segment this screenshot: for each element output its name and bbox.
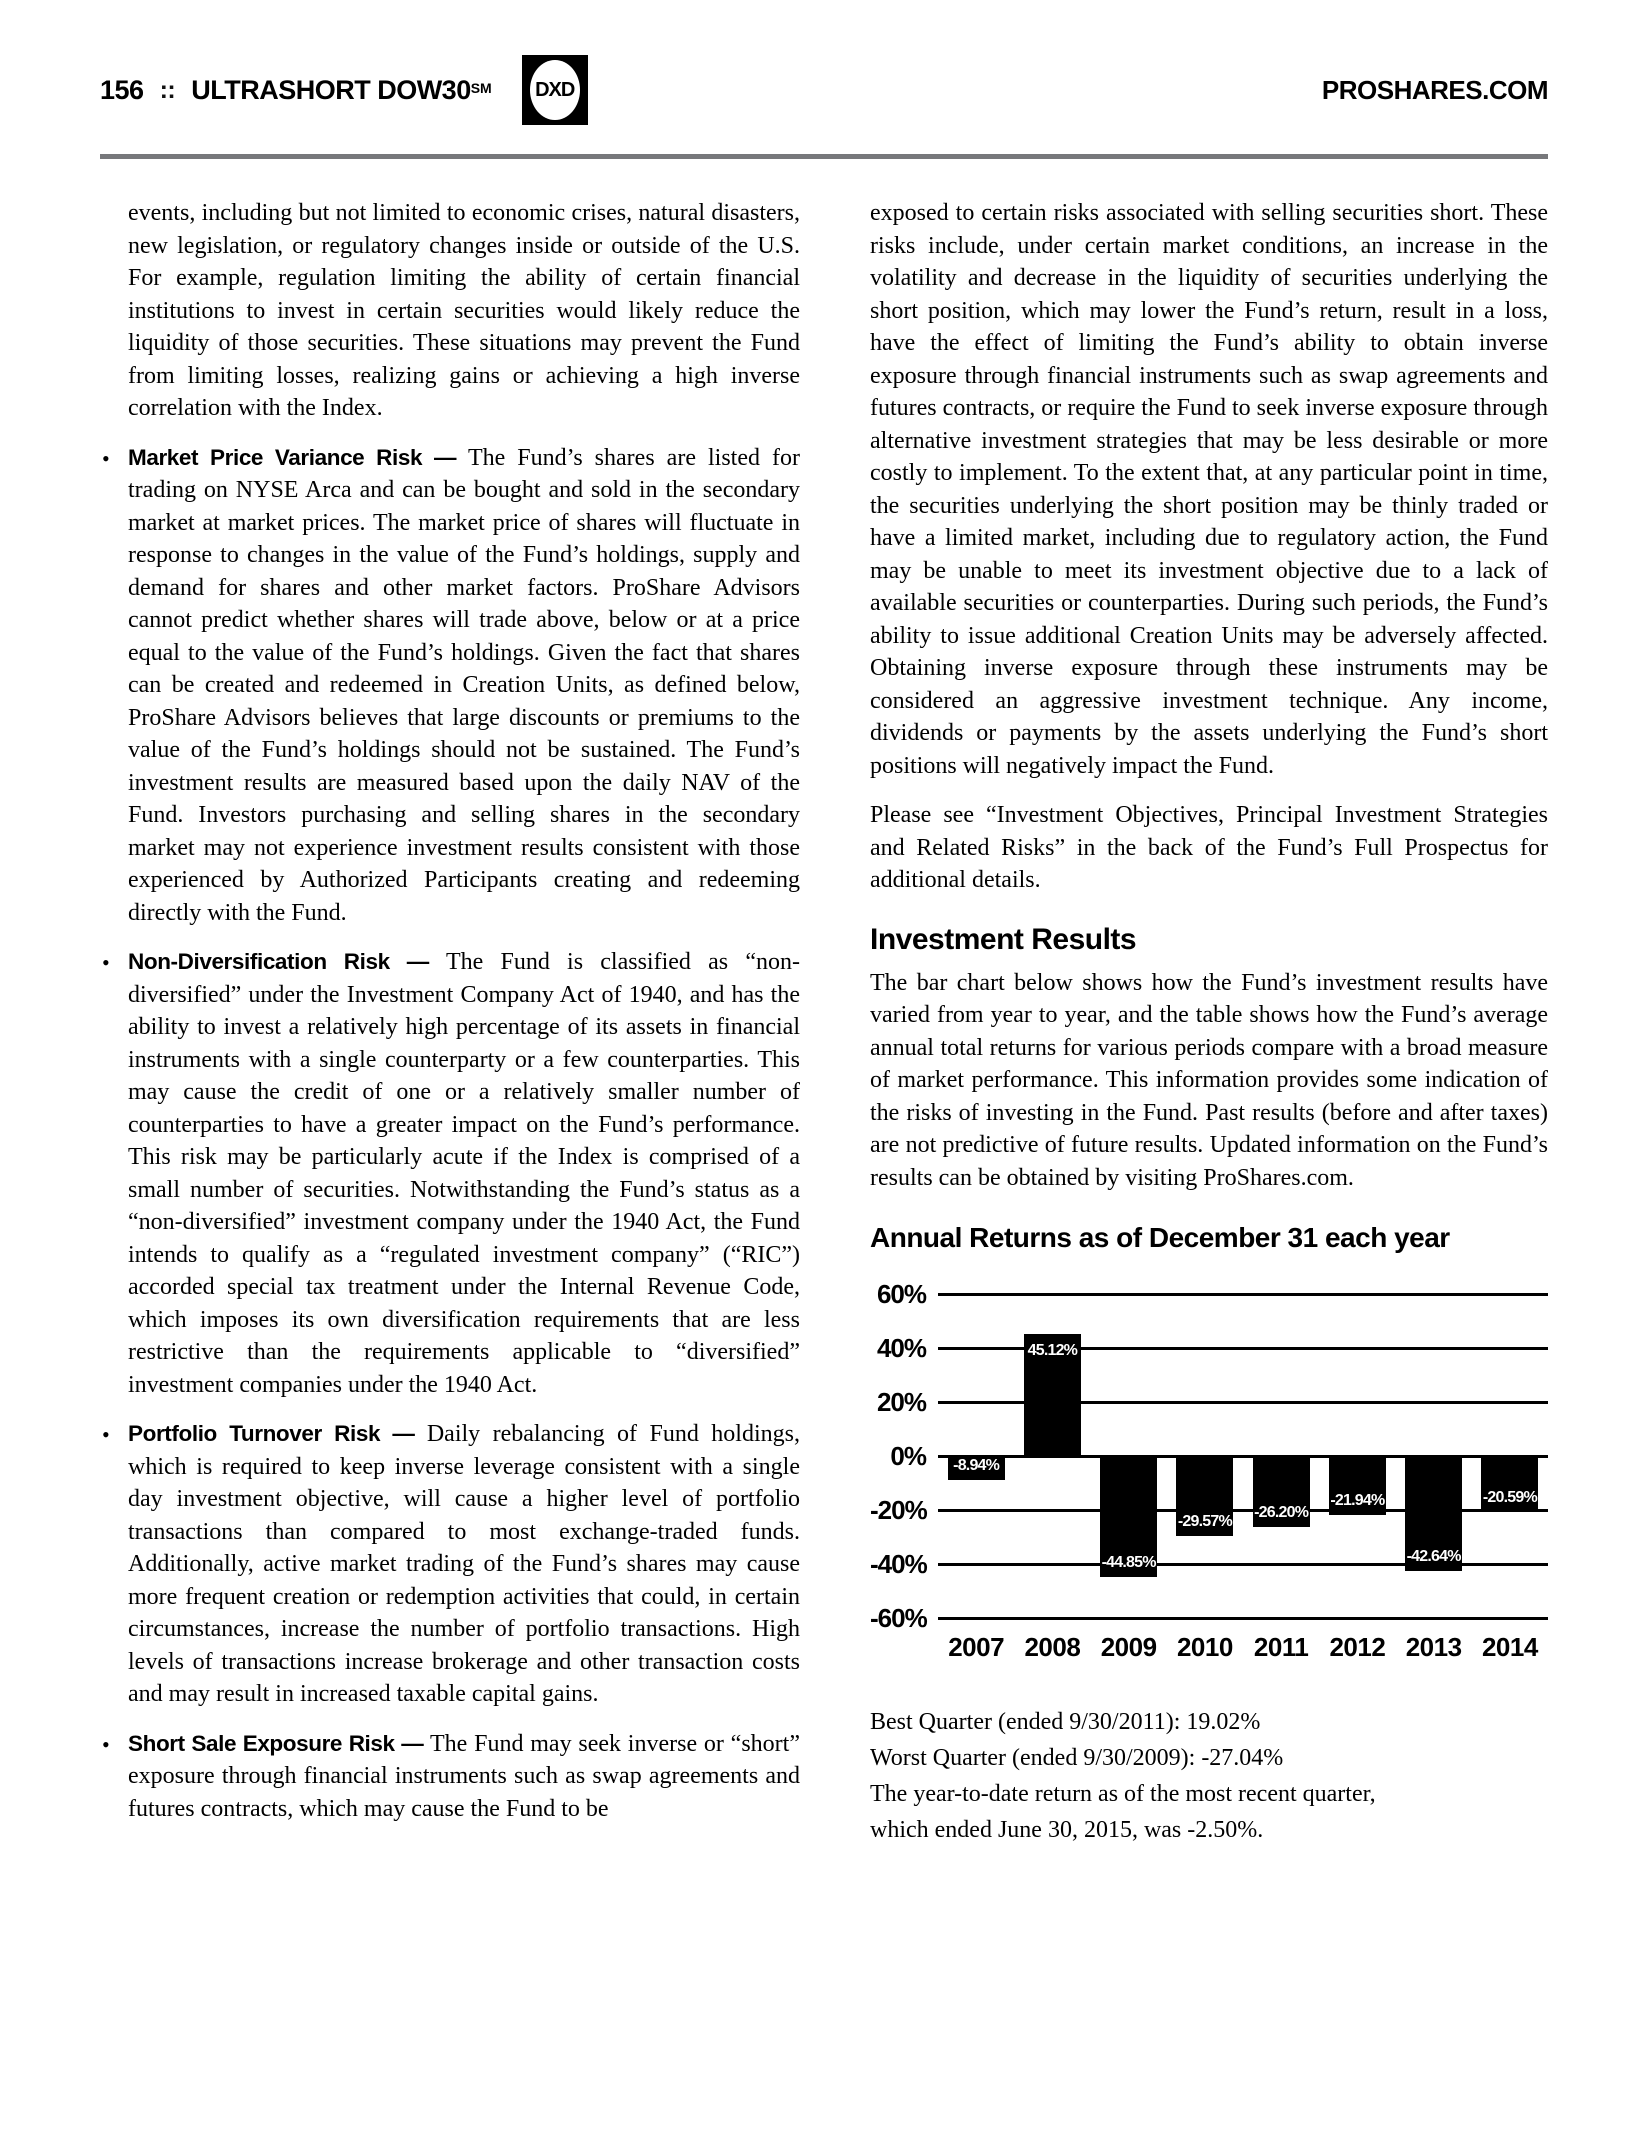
risk-text: The Fund may seek inverse or “short” exposure through financial instruments such as swap agreements and futures contracts, which may cause the Fund to be: [128, 1730, 800, 1822]
two-column-body: [100, 197, 1548, 1848]
chart-bar-2012: [1329, 1456, 1386, 1515]
ticker-oval: [530, 60, 580, 120]
x-axis-year-label: 2008: [1024, 1632, 1081, 1662]
please-see-paragraph: Please see “Investment Objectives, Principal Investment Strategies and Related Risks” in the back of the Fund’s Full Prospectus for additional details.: [870, 802, 1548, 893]
bullet-icon: •: [102, 445, 110, 471]
gridline--60%: [938, 1617, 1548, 1620]
website-label: PROSHARES.COM: [1321, 74, 1548, 105]
chart-bar-2013: [1405, 1456, 1462, 1571]
header-separator: ::: [159, 75, 176, 104]
risk-title: Short Sale Exposure Risk: [128, 1730, 395, 1756]
x-axis-year-label: 2012: [1329, 1632, 1386, 1662]
chart-bar-2014: [1481, 1456, 1538, 1512]
chart-bar-2009: [1100, 1456, 1157, 1577]
servicemark-superscript: SM: [470, 79, 492, 96]
risk-bullet-item: [100, 1418, 800, 1711]
risk-title-dash: —: [380, 1421, 427, 1446]
stat-line: Worst Quarter (ended 9/30/2009): -27.04%: [870, 1745, 1284, 1771]
bullet-icon: •: [102, 950, 110, 975]
y-axis-tick-label: -20%: [870, 1495, 927, 1525]
x-axis-year-label: 2013: [1405, 1632, 1462, 1662]
ticker-text: DXD: [535, 78, 575, 101]
stat-line: Best Quarter (ended 9/30/2011): 19.02%: [870, 1709, 1261, 1735]
risk-title: Portfolio Turnover Risk: [128, 1421, 381, 1446]
left-column: [100, 197, 800, 1848]
fund-title: [191, 75, 492, 106]
page-header: [100, 0, 1548, 128]
bar-value-label: -8.94%: [953, 1457, 1000, 1475]
intro-paragraph: events, including but not limited to economic crises, natural disasters, new legislation, or regulatory changes inside or outside of the U.S. For example, regulation limiting the ability of certain financial institutions to invest in certain securities would likely reduce the liquidity of those securities. These situations may prevent the Fund from limiting losses, realizing gains or achieving a high inverse correlation with the Index.: [128, 200, 800, 421]
y-axis-tick-label: 0%: [890, 1441, 926, 1471]
risk-title-dash: —: [389, 949, 446, 974]
y-axis-tick-label: 60%: [876, 1279, 926, 1309]
risk-title: Non-Diversification Risk: [128, 949, 390, 974]
chart-bar-2010: [1176, 1456, 1233, 1536]
bullet-icon: •: [102, 1422, 110, 1447]
ticker-logo: [522, 55, 588, 125]
page-number: 156: [100, 74, 144, 105]
risk-title: Market Price Variance Risk: [128, 444, 423, 470]
investment-results-heading: Investment Results: [870, 922, 1137, 956]
y-axis-tick-label: -60%: [870, 1603, 927, 1633]
risk-text: Daily rebalancing of Fund holdings, which is required to keep inverse leverage consistent with a single day investment objective, will cause a higher level of portfolio transactions than compared to most exchange-traded funds. Additionally, active market trading of the Fund’s shares may cause more frequent creation or redemption activities that could, in certain circumstances, increase the number of portfolio transactions. High levels of transactions increase brokerage and other transaction costs and may result in increased taxable capital gains.: [128, 1421, 800, 1707]
stat-line: which ended June 30, 2015, was -2.50%.: [870, 1817, 1264, 1843]
header-title-group: [100, 55, 588, 125]
x-axis-year-label: 2009: [1100, 1632, 1157, 1662]
stat-line: The year-to-date return as of the most recent quarter,: [870, 1781, 1376, 1807]
quarter-stats: [870, 1704, 1548, 1848]
risk-title-dash: —: [394, 1730, 431, 1756]
continuation-paragraph: exposed to certain risks associated with selling securities short. These risks include, under certain market conditions, an increase in the volatility and decrease in the liquidity of securities underlying the short position, which may lower the Fund’s return, result in a loss, have the effect of limiting the Fund’s ability to obtain inverse exposure through financial instruments such as swap agreements and futures contracts, or require the Fund to seek inverse exposure through alternative investment strategies that may be less desirable or more costly to implement. To the extent that, at any particular point in time, the securities underlying the short position may be thinly traded or have a limited market, including due to regulatory action, the Fund may be unable to meet its investment objective due to a lack of available securities or counterparties. During such periods, the Fund’s ability to issue additional Creation Units may be adversely affected. Obtaining inverse exposure through these instruments may be considered an aggressive investment technique. Any income, dividends or payments by the assets underlying the Fund’s short positions will negatively impact the Fund.: [870, 200, 1548, 779]
risk-bullet-item: [100, 946, 800, 1401]
x-axis-year-label: 2014: [1481, 1632, 1538, 1662]
right-column: [870, 197, 1548, 1848]
y-axis-tick-label: -40%: [870, 1549, 927, 1579]
x-axis-year-label: 2007: [948, 1632, 1005, 1662]
y-axis-tick-label: 40%: [876, 1333, 926, 1363]
risk-text: The Fund is classified as “non-diversified” under the Investment Company Act of 1940, and has the ability to invest a relatively high percentage of its assets in financial instruments with a single counterparty or a few counterparties. This may cause the credit of one or a relatively smaller number of counterparties to have a greater impact on the Fund’s performance. This risk may be particularly acute if the Index is comprised of a small number of securities. Notwithstanding the Fund’s status as a “non-diversified” investment company under the 1940 Act, the Fund intends to qualify as a “regulated investment company” (“RIC”) accorded special tax treatment under the Internal Revenue Code, which imposes its own diversification requirements that are less restrictive than the requirements applicable to “diversified” investment companies under the 1940 Act.: [128, 949, 800, 1398]
bar-value-label: -20.59%: [1482, 1488, 1537, 1506]
gridline-60%: [938, 1293, 1548, 1296]
risk-bullet-item: [100, 1728, 800, 1826]
chart-heading: Annual Returns as of December 31 each year: [870, 1222, 1450, 1253]
chart-bar-2011: [1253, 1456, 1310, 1527]
bar-value-label: -26.20%: [1254, 1503, 1309, 1521]
bar-value-label: -42.64%: [1406, 1548, 1461, 1566]
y-axis-tick-label: 20%: [876, 1387, 926, 1417]
x-axis-year-label: 2010: [1176, 1632, 1233, 1662]
annual-returns-bar-chart: [870, 1278, 1548, 1678]
bar-value-label: -44.85%: [1101, 1554, 1156, 1572]
bullet-icon: •: [102, 1731, 110, 1757]
bar-value-label: -29.57%: [1177, 1512, 1232, 1530]
x-axis-year-label: 2011: [1253, 1632, 1309, 1662]
header-rule: [100, 154, 1548, 159]
risk-title-dash: —: [422, 444, 468, 470]
risk-bullet-item: [100, 442, 800, 930]
bar-value-label: -21.94%: [1330, 1492, 1385, 1510]
risk-bullet-list: [100, 442, 800, 1826]
bar-value-label: 45.12%: [1027, 1342, 1078, 1360]
fund-title-text: ULTRASHORT DOW30: [191, 74, 471, 105]
chart-bar-2008: [1024, 1334, 1081, 1456]
investment-results-paragraph: The bar chart below shows how the Fund’s investment results have varied from year to year, and the table shows how the Fund’s average annual total returns for various periods compare with a broad measure of market performance. This information provides some indication of the risks of investing in the Fund. Past results (before and after taxes) are not predictive of future results. Updated information on the Fund’s results can be obtained by visiting ProShares.com.: [870, 969, 1548, 1191]
chart-bar-2007: [948, 1456, 1005, 1480]
risk-text: The Fund’s shares are listed for trading on NYSE Arca and can be bought and sold in the secondary market at market prices. The market price of shares will fluctuate in response to changes in the value of the Fund’s holdings, supply and demand for shares and other market factors. ProShare Advisors cannot predict whether shares will trade above, below or at a price equal to the value of the Fund’s holdings. Given the fact that shares can be created and redeemed in Creation Units, as defined below, ProShare Advisors believes that large discounts or premiums to the value of the Fund’s holdings should not be sustained. The Fund’s investment results are measured based upon the daily NAV of the Fund. Investors purchasing and selling shares in the secondary market may not experience investment results consistent with those experienced by Authorized Participants creating and redeeming directly with the Fund.: [128, 444, 801, 926]
